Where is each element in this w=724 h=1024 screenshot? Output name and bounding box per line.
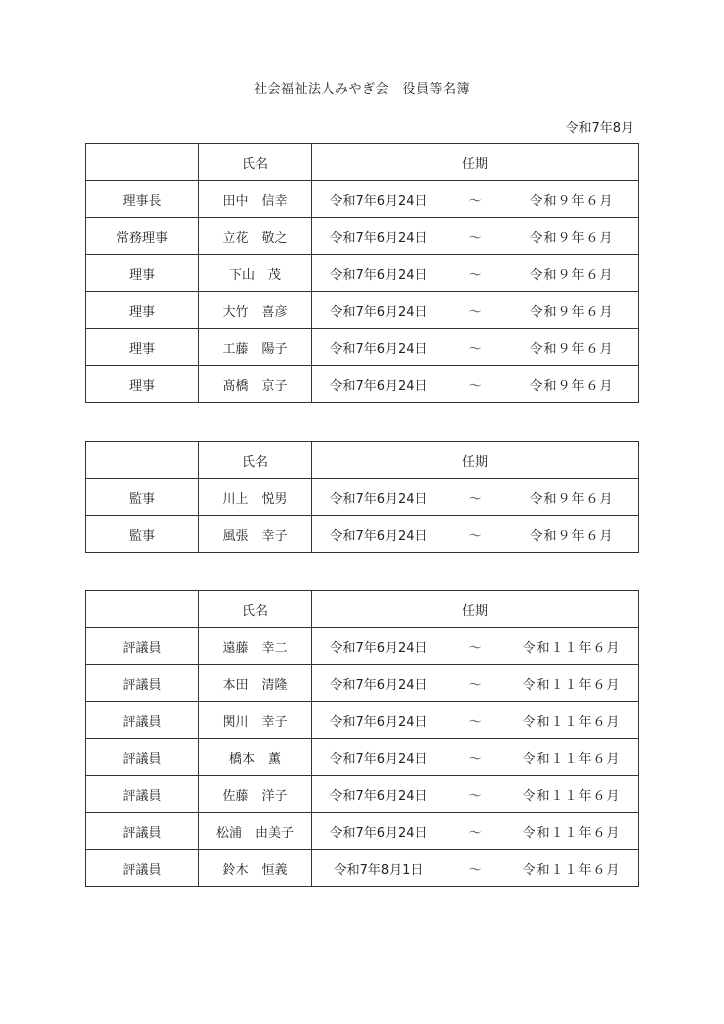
term-separator: ～ <box>468 378 482 394</box>
name-cell: 本田 清隆 <box>199 665 312 702</box>
name-cell: 髙橋 京子 <box>199 366 312 403</box>
term-cell <box>312 479 639 516</box>
term-separator: ～ <box>468 714 482 730</box>
term-cell <box>312 702 639 739</box>
name-cell: 大竹 喜彦 <box>199 292 312 329</box>
term-cell <box>312 850 639 887</box>
term-range <box>312 218 638 254</box>
role-cell: 監事 <box>86 516 199 553</box>
role-cell: 理事 <box>86 329 199 366</box>
table-row <box>86 329 639 366</box>
term-separator: ～ <box>468 640 482 656</box>
term-end: 令和９年６月 <box>529 341 614 357</box>
table-row <box>86 366 639 403</box>
term-separator: ～ <box>468 751 482 767</box>
name-cell: 鈴木 恒義 <box>199 850 312 887</box>
role-column-header <box>86 144 199 181</box>
term-start: 令和7年6月24日 <box>329 230 428 246</box>
term-separator: ～ <box>468 304 482 320</box>
term-end: 令和１１年６月 <box>522 862 621 878</box>
term-start: 令和7年6月24日 <box>329 193 428 209</box>
term-range <box>312 181 638 217</box>
table-header-row <box>86 591 639 628</box>
role-column-header <box>86 591 199 628</box>
term-separator: ～ <box>468 267 482 283</box>
term-cell <box>312 366 639 403</box>
name-cell: 遠藤 幸二 <box>199 628 312 665</box>
name-cell: 立花 敬之 <box>199 218 312 255</box>
term-separator: ～ <box>468 193 482 209</box>
term-separator: ～ <box>468 825 482 841</box>
table-row <box>86 255 639 292</box>
term-end: 令和９年６月 <box>529 491 614 507</box>
role-cell: 評議員 <box>86 702 199 739</box>
name-cell: 川上 悦男 <box>199 479 312 516</box>
term-end: 令和１１年６月 <box>522 677 621 693</box>
term-end: 令和９年６月 <box>529 528 614 544</box>
name-cell: 松浦 由美子 <box>199 813 312 850</box>
table-row <box>86 181 639 218</box>
term-start: 令和7年8月1日 <box>333 862 424 878</box>
term-separator: ～ <box>468 862 482 878</box>
name-cell: 関川 幸子 <box>199 702 312 739</box>
name-cell: 橋本 薫 <box>199 739 312 776</box>
councilors-table <box>85 590 639 887</box>
term-end: 令和１１年６月 <box>522 825 621 841</box>
term-end: 令和１１年６月 <box>522 751 621 767</box>
officers-rows <box>86 181 639 403</box>
term-end: 令和１１年６月 <box>522 640 621 656</box>
term-end: 令和１１年６月 <box>522 788 621 804</box>
term-start: 令和7年6月24日 <box>329 714 428 730</box>
role-cell: 理事長 <box>86 181 199 218</box>
table-row <box>86 776 639 813</box>
term-range <box>312 329 638 365</box>
term-cell <box>312 181 639 218</box>
role-cell: 評議員 <box>86 850 199 887</box>
term-start: 令和7年6月24日 <box>329 677 428 693</box>
term-end: 令和９年６月 <box>529 230 614 246</box>
term-range <box>312 702 638 738</box>
term-start: 令和7年6月24日 <box>329 751 428 767</box>
table-header-row <box>86 144 639 181</box>
table-row <box>86 516 639 553</box>
term-end: 令和９年６月 <box>529 378 614 394</box>
table-row <box>86 479 639 516</box>
term-column-header: 任期 <box>312 144 639 181</box>
term-cell <box>312 218 639 255</box>
name-column-header: 氏名 <box>199 442 312 479</box>
table-row <box>86 739 639 776</box>
role-cell: 評議員 <box>86 739 199 776</box>
name-cell: 田中 信幸 <box>199 181 312 218</box>
auditors-table <box>85 441 639 553</box>
term-start: 令和7年6月24日 <box>329 640 428 656</box>
table-row <box>86 813 639 850</box>
table-header-row <box>86 442 639 479</box>
officers-table <box>85 143 639 403</box>
term-separator: ～ <box>468 230 482 246</box>
term-end: 令和９年６月 <box>529 267 614 283</box>
role-cell: 評議員 <box>86 813 199 850</box>
term-separator: ～ <box>468 677 482 693</box>
term-start: 令和7年6月24日 <box>329 267 428 283</box>
term-column-header: 任期 <box>312 442 639 479</box>
auditors-rows <box>86 479 639 553</box>
term-separator: ～ <box>468 528 482 544</box>
role-cell: 評議員 <box>86 665 199 702</box>
name-cell: 下山 茂 <box>199 255 312 292</box>
role-cell: 常務理事 <box>86 218 199 255</box>
term-cell <box>312 739 639 776</box>
table-row <box>86 702 639 739</box>
term-start: 令和7年6月24日 <box>329 378 428 394</box>
role-column-header <box>86 442 199 479</box>
page-title: 社会福祉法人みやぎ会 役員等名簿 <box>253 82 470 97</box>
table-row <box>86 218 639 255</box>
term-column-header: 任期 <box>312 591 639 628</box>
name-cell: 風張 幸子 <box>199 516 312 553</box>
role-cell: 監事 <box>86 479 199 516</box>
name-column-header: 氏名 <box>199 591 312 628</box>
term-range <box>312 628 638 664</box>
term-cell <box>312 329 639 366</box>
term-start: 令和7年6月24日 <box>329 304 428 320</box>
term-start: 令和7年6月24日 <box>329 788 428 804</box>
term-end: 令和９年６月 <box>529 193 614 209</box>
document-date: 令和7年8月 <box>565 121 634 136</box>
term-cell <box>312 292 639 329</box>
name-cell: 佐藤 洋子 <box>199 776 312 813</box>
term-cell <box>312 813 639 850</box>
role-cell: 理事 <box>86 292 199 329</box>
term-start: 令和7年6月24日 <box>329 825 428 841</box>
term-separator: ～ <box>468 788 482 804</box>
term-end: 令和１１年６月 <box>522 714 621 730</box>
term-start: 令和7年6月24日 <box>329 528 428 544</box>
term-range <box>312 776 638 812</box>
term-cell <box>312 628 639 665</box>
term-end: 令和９年６月 <box>529 304 614 320</box>
term-range <box>312 813 638 849</box>
term-range <box>312 665 638 701</box>
role-cell: 評議員 <box>86 628 199 665</box>
role-cell: 理事 <box>86 366 199 403</box>
term-cell <box>312 665 639 702</box>
term-range <box>312 292 638 328</box>
table-row <box>86 628 639 665</box>
term-range <box>312 366 638 402</box>
table-row <box>86 292 639 329</box>
table-row <box>86 665 639 702</box>
name-cell: 工藤 陽子 <box>199 329 312 366</box>
term-cell <box>312 776 639 813</box>
role-cell: 理事 <box>86 255 199 292</box>
term-range <box>312 479 638 515</box>
table-row <box>86 850 639 887</box>
term-range <box>312 516 638 552</box>
term-separator: ～ <box>468 491 482 507</box>
term-range <box>312 739 638 775</box>
term-cell <box>312 516 639 553</box>
role-cell: 評議員 <box>86 776 199 813</box>
term-start: 令和7年6月24日 <box>329 491 428 507</box>
term-range <box>312 850 638 886</box>
councilors-rows <box>86 628 639 887</box>
term-range <box>312 255 638 291</box>
term-cell <box>312 255 639 292</box>
term-separator: ～ <box>468 341 482 357</box>
name-column-header: 氏名 <box>199 144 312 181</box>
term-start: 令和7年6月24日 <box>329 341 428 357</box>
